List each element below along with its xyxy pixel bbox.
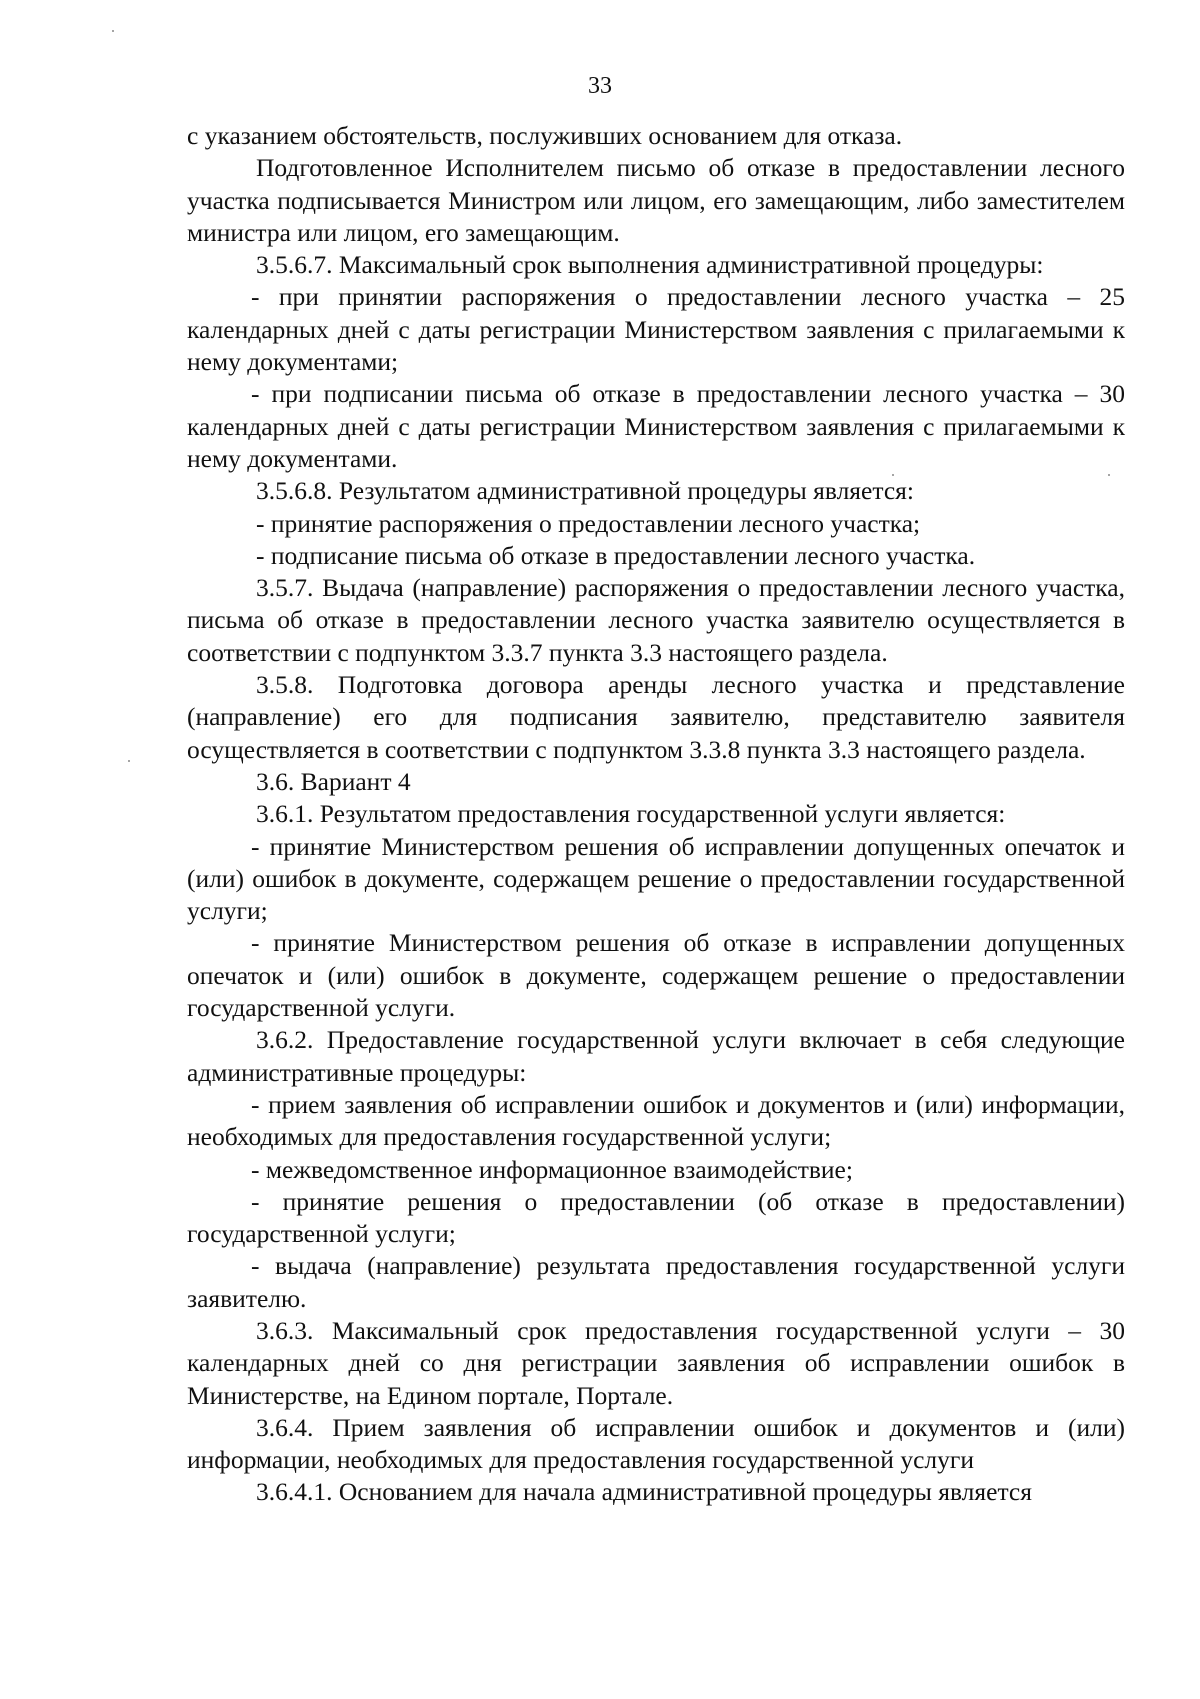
paragraph-11: 3.6. Вариант 4 — [256, 766, 411, 796]
paragraph-8: - подписание письма об отказе в предоставлении лесного участка. — [256, 540, 976, 570]
paragraph-14: - принятие Министерством решения об отказе в исправлении допущенных опечаток и (или) ошибок в документе, содержащем решение о предоставлении государственной услуги. — [187, 928, 1125, 1023]
page-number: 33 — [588, 73, 612, 99]
paragraph-18: - принятие решения о предоставлении (об отказе в предоставлении) государственной услуги; — [187, 1186, 1125, 1249]
paragraph-15: 3.6.2. Предоставление государственной услуги включает в себя следующие административные процедуры: — [187, 1025, 1125, 1087]
paragraph-7: - принятие распоряжения о предоставлении лесного участка; — [256, 508, 921, 538]
scan-speck — [128, 760, 130, 762]
paragraph-16: - прием заявления об исправлении ошибок и документов и (или) информации, необходимых для предоставления государственной услуги; — [187, 1089, 1125, 1152]
paragraph-9: 3.5.7. Выдача (направление) распоряжения о предоставлении лесного участка, письма об отказе в предоставлении лесного участка заявителю осуществляется в соответствии с подпунктом 3.3.7 пункта 3.3 настоящего раздела. — [187, 573, 1125, 667]
paragraph-19: - выдача (направление) результата предоставления государственной услуги заявителю. — [187, 1251, 1125, 1313]
scan-speck — [1108, 474, 1110, 476]
paragraph-17: - межведомственное информационное взаимодействие; — [251, 1154, 853, 1184]
paragraph-13: - принятие Министерством решения об исправлении допущенных опечаток и (или) ошибок в документе, содержащем решение о предоставлении государственной услуги; — [187, 831, 1125, 926]
paragraph-21: 3.6.4. Прием заявления об исправлении ошибок и документов и (или) информации, необходимых для предоставления государственной услуги — [187, 1412, 1125, 1475]
paragraph-20: 3.6.3. Максимальный срок предоставления государственной услуги – 30 календарных дней со дня регистрации заявления об исправлении ошибок в Министерстве, на Едином портале, Портале. — [187, 1315, 1125, 1410]
paragraph-1: с указанием обстоятельств, послуживших основанием для отказа. — [187, 121, 903, 150]
paragraph-6: 3.5.6.8. Результатом административной процедуры является: — [256, 476, 914, 506]
paragraph-10: 3.5.8. Подготовка договора аренды лесного участка и представление (направление) его для подписания заявителю, представителю заявителя осуществляется в соответствии с подпунктом 3.3.8 пункта 3.3 настоящего раздела. — [187, 670, 1125, 764]
paragraph-3: 3.5.6.7. Максимальный срок выполнения административной процедуры: — [256, 250, 1044, 280]
paragraph-12: 3.6.1. Результатом предоставления государственной услуги является: — [256, 799, 1006, 829]
paragraph-5: - при подписании письма об отказе в предоставлении лесного участка – 30 календарных дней с даты регистрации Министерством заявления с прилагаемыми к нему документами. — [187, 379, 1125, 473]
paragraph-22: 3.6.4.1. Основанием для начала административной процедуры является — [256, 1477, 1032, 1507]
document-body — [187, 120, 1125, 1509]
paragraph-4: - при принятии распоряжения о предоставлении лесного участка – 25 календарных дней с даты регистрации Министерством заявления с прилагаемыми к нему документами; — [187, 282, 1125, 377]
scan-speck — [112, 30, 114, 32]
paragraph-2: Подготовленное Исполнителем письмо об отказе в предоставлении лесного участка подписывается Министром или лицом, его замещающим, либо заместителем министра или лицом, его замещающим. — [187, 153, 1125, 247]
scan-speck — [892, 474, 894, 476]
